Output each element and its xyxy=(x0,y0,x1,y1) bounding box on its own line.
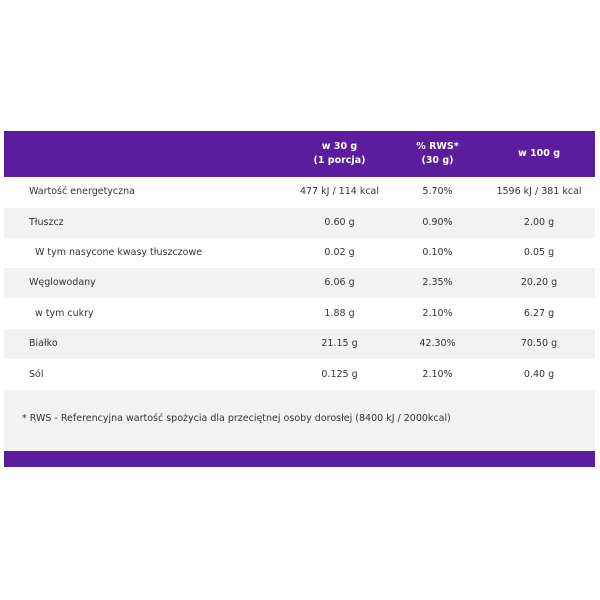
header-rws-line1: % RWS* xyxy=(416,141,459,152)
value-per-serving: 0.60 g xyxy=(324,217,355,228)
value-rws: 0.10% xyxy=(422,247,453,258)
table-row xyxy=(4,299,595,329)
header-per-serving-line1: w 30 g xyxy=(321,141,358,152)
table-row xyxy=(4,268,595,298)
value-rws: 0.90% xyxy=(422,217,453,228)
nutrient-name: w tym cukry xyxy=(35,308,94,319)
value-per-100g: 2.00 g xyxy=(523,217,555,228)
table-row xyxy=(4,238,595,268)
value-per-100g: 0.05 g xyxy=(523,247,555,258)
header-per-100g xyxy=(484,147,594,161)
table-row xyxy=(4,360,595,390)
value-per-100g: 0.40 g xyxy=(523,369,555,380)
value-rws: 42.30% xyxy=(419,338,456,349)
header-rws xyxy=(385,140,490,168)
value-per-100g: 70.50 g xyxy=(520,338,558,349)
rws-footnote: * RWS - Referencyjna wartość spożycia dla przeciętnej osoby dorosłej (8400 kJ / 2000kcal) xyxy=(22,413,451,424)
value-per-100g: 1596 kJ / 381 kcal xyxy=(496,186,582,197)
nutrient-name: Węglowodany xyxy=(29,277,96,288)
value-rws: 5.70% xyxy=(422,186,453,197)
value-per-100g: 20.20 g xyxy=(520,277,558,288)
header-per-serving-line2: (1 porcja) xyxy=(313,155,366,166)
nutrient-name: Białko xyxy=(29,338,58,349)
table-bottom-bar xyxy=(4,451,595,467)
value-rws: 2.35% xyxy=(422,277,453,288)
header-per-100g-label: w 100 g xyxy=(517,148,561,159)
value-per-serving: 0.125 g xyxy=(321,369,358,380)
header-rws-line2: (30 g) xyxy=(421,155,454,166)
nutrient-name: Wartość energetyczna xyxy=(29,186,135,197)
header-per-serving xyxy=(287,140,392,168)
table-row xyxy=(4,208,595,238)
value-per-serving: 1.88 g xyxy=(324,308,355,319)
value-per-serving: 21.15 g xyxy=(321,338,358,349)
nutrient-name: W tym nasycone kwasy tłuszczowe xyxy=(35,247,203,258)
value-per-100g: 6.27 g xyxy=(523,308,555,319)
table-header xyxy=(4,131,595,177)
value-per-serving: 6.06 g xyxy=(324,277,355,288)
nutrition-table xyxy=(4,131,595,467)
table-row xyxy=(4,177,595,207)
table-row xyxy=(4,329,595,359)
value-rws: 2.10% xyxy=(422,369,453,380)
nutrient-name: Tłuszcz xyxy=(29,217,64,228)
value-rws: 2.10% xyxy=(422,308,453,319)
value-per-serving: 477 kJ / 114 kcal xyxy=(299,186,380,197)
nutrient-name: Sól xyxy=(29,369,44,380)
value-per-serving: 0.02 g xyxy=(324,247,355,258)
